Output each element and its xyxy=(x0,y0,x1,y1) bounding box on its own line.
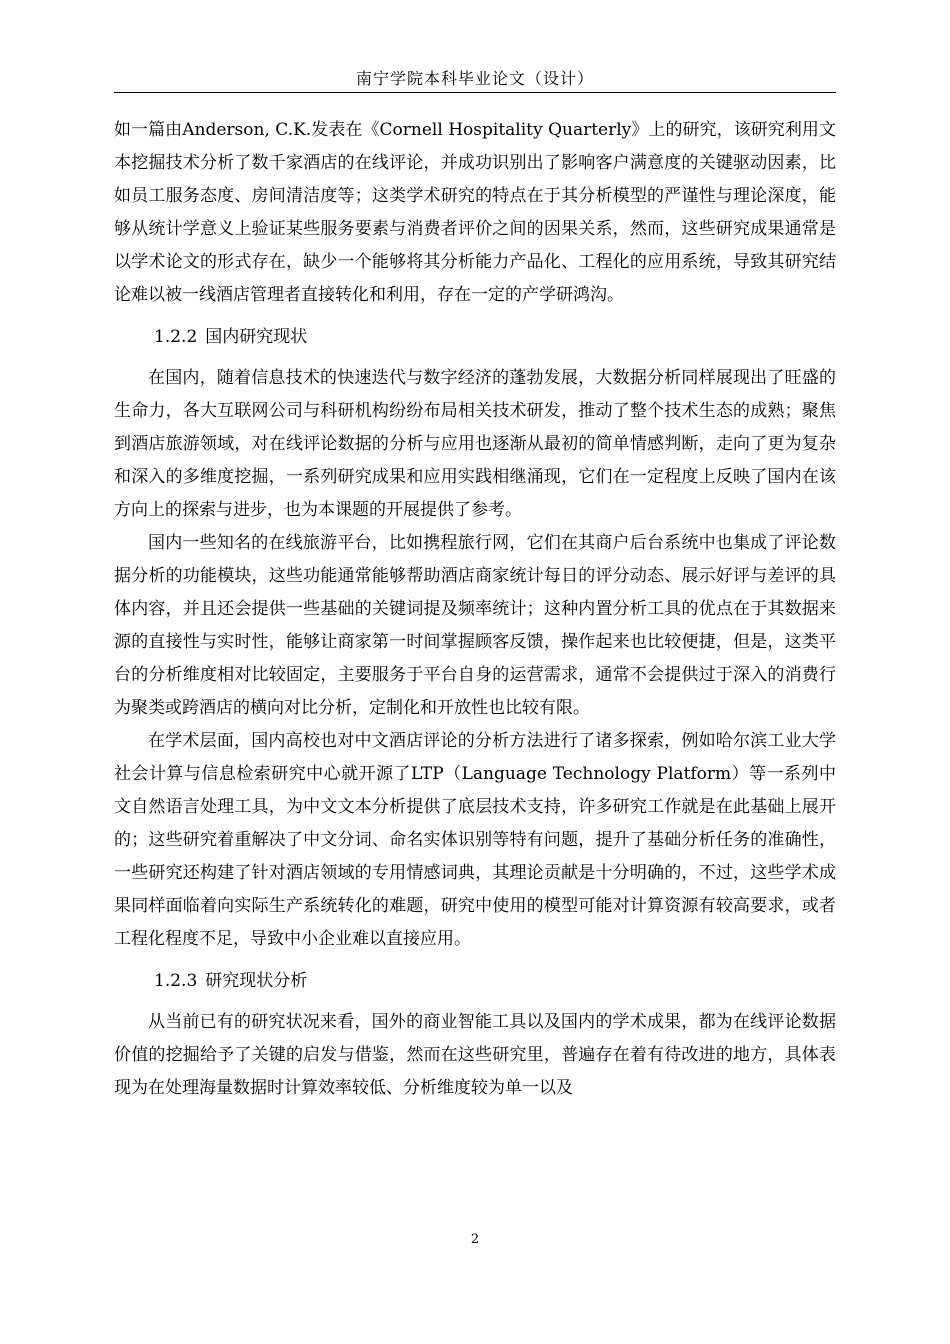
document-body xyxy=(114,114,836,1105)
paragraph-domestic-overview: 在国内，随着信息技术的快速迭代与数字经济的蓬勃发展，大数据分析同样展现出了旺盛的生命力，各大互联网公司与科研机构纷纷布局相关技术研发，推动了整个技术生态的成熟；聚焦到酒店旅游领域，对在线评论数据的分析与应用也逐渐从最初的简单情感判断，走向了更为复杂和深入的多维度挖掘，一系列研究成果和应用实践相继涌现，它们在一定程度上反映了国内在该方向上的探索与进步，也为本课题的开展提供了参考。 xyxy=(114,368,836,520)
paragraph-status-analysis: 从当前已有的研究状况来看，国外的商业智能工具以及国内的学术成果，都为在线评论数据价值的挖掘给予了关键的启发与借鉴，然而在这些研究里，普遍存在着有待改进的地方，具体表现为在处理海量数据时计算效率较低、分析维度较为单一以及 xyxy=(114,1012,836,1098)
paragraph-anderson-study: 如一篇由Anderson, C.K.发表在《Cornell Hospitality Quarterly》上的研究，该研究利用文本挖掘技术分析了数千家酒店的在线评论，并成功识别出了影响客户满意度的关键驱动因素，比如员工服务态度、房间清洁度等；这类学术研究的特点在于其分析模型的严谨性与理论深度，能够从统计学意义上验证某些服务要素与消费者评价之间的因果关系，然而，这些研究成果通常是以学术论文的形式存在，缺少一个能够将其分析能力产品化、工程化的应用系统，导致其研究结论难以被一线酒店管理者直接转化和利用，存在一定的产学研鸿沟。 xyxy=(114,120,836,305)
paragraph-ota-platforms: 国内一些知名的在线旅游平台，比如携程旅行网，它们在其商户后台系统中也集成了评论数据分析的功能模块，这些功能通常能够帮助酒店商家统计每日的评分动态、展示好评与差评的具体内容，并且还会提供一些基础的关键词提及频率统计；这种内置分析工具的优点在于其数据来源的直接性与实时性，能够让商家第一时间掌握顾客反馈，操作起来也比较便捷，但是，这类平台的分析维度相对比较固定，主要服务于平台自身的运营需求，通常不会提供过于深入的消费行为聚类或跨酒店的横向对比分析，定制化和开放性也比较有限。 xyxy=(114,533,836,718)
section-title: 国内研究现状 xyxy=(205,326,308,347)
paragraph-academic-research: 在学术层面，国内高校也对中文酒店评论的分析方法进行了诸多探索，例如哈尔滨工业大学社会计算与信息检索研究中心就开源了LTP（Language Technology Platform）等一系列中文自然语言处理工具，为中文文本分析提供了底层技术支持，许多研究工作就是在此基础上展开的；这些研究着重解决了中文分词、命名实体识别等特有问题，提升了基础分析任务的准确性，一些研究还构建了针对酒店领域的专用情感词典，其理论贡献是十分明确的，不过，这些学术成果同样面临着向实际生产系统转化的难题，研究中使用的模型可能对计算资源有较高要求，或者工程化程度不足，导致中小企业难以直接应用。 xyxy=(114,731,836,949)
section-heading-1-2-2 xyxy=(114,312,836,362)
section-number: 1.2.3 xyxy=(154,970,198,991)
section-title: 研究现状分析 xyxy=(205,970,308,991)
header-divider xyxy=(114,92,836,93)
section-heading-1-2-3 xyxy=(114,956,836,1006)
page-number: 2 xyxy=(470,1232,480,1247)
page-header-title: 南宁学院本科毕业论文（设计） xyxy=(355,69,594,88)
section-number: 1.2.2 xyxy=(154,326,198,347)
